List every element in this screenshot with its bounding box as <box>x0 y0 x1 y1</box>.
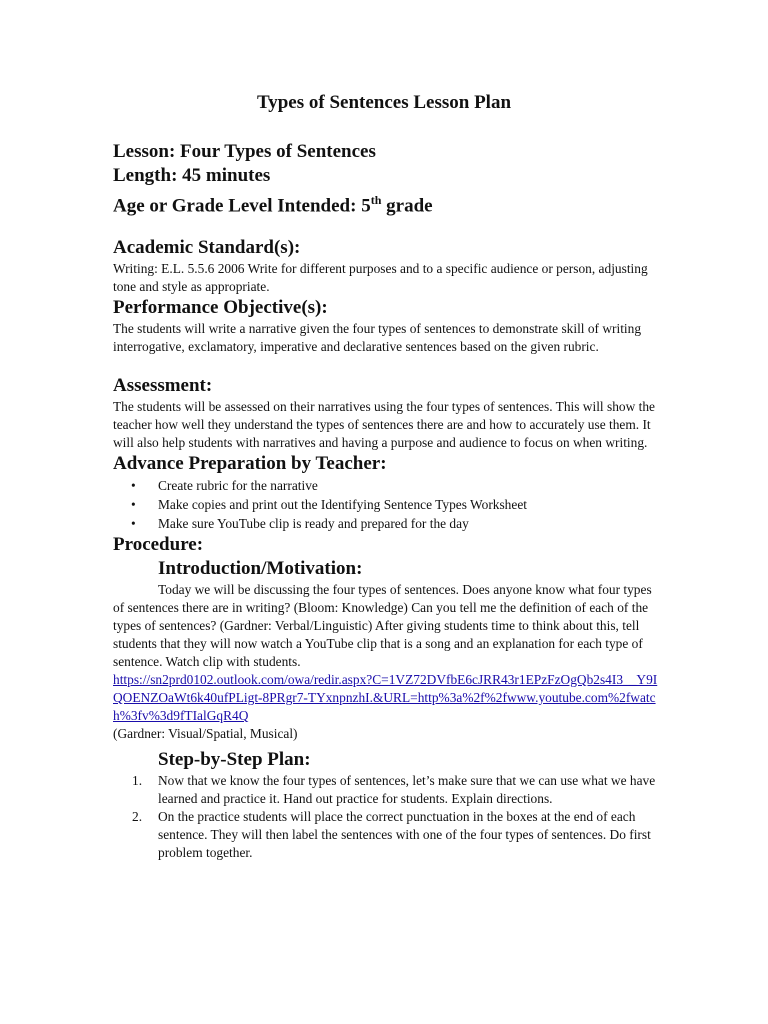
youtube-link[interactable]: https://sn2prd0102.outlook.com/owa/redir.aspx?C=1VZ72DVfbE6cJRR43r1EPzFzOgQb2s4I3__Y9IQOENZOaWt6k40ufPLigt-8PRgr7-TYxnpnzhI.&URL=http%3a%2f%2fwww.youtube.com%2fwatch%3fv%3d9fTIalGqR4Q <box>113 672 658 723</box>
list-item <box>131 495 658 514</box>
grade-level <box>113 188 433 218</box>
introduction-heading: Introduction/Motivation: <box>158 558 363 579</box>
grade-suffix: grade <box>381 195 433 217</box>
lesson-name: Lesson: Four Types of Sentences <box>113 141 376 162</box>
step-by-step-heading: Step-by-Step Plan: <box>158 749 311 770</box>
assessment-heading: Assessment: <box>113 375 213 396</box>
bullet-icon: • <box>131 478 136 493</box>
list-item <box>131 476 658 495</box>
step-number: 2. <box>132 809 143 824</box>
lesson-meta <box>113 140 433 218</box>
step-text: On the practice students will place the correct punctuation in the boxes at the end of each sentence. They will then label the sentences with one of the four types of sentences. Do first problem together. <box>158 809 651 860</box>
assessment-text: The students will be assessed on their narratives using the four types of sentences. This will show the teacher how well they understand the types of sentences there are and how to accurately use them. It will also help students with narratives and having a purpose and audience to focus on when writing. <box>113 399 655 450</box>
document-body <box>113 236 658 862</box>
list-item <box>131 514 658 533</box>
step-list <box>113 772 658 862</box>
advance-preparation-list <box>113 476 658 533</box>
procedure-heading: Procedure: <box>113 534 204 555</box>
gardner-note: (Gardner: Visual/Spatial, Musical) <box>113 726 298 741</box>
lesson-length: Length: 45 minutes <box>113 165 271 186</box>
list-item-text: Make sure YouTube clip is ready and prepared for the day <box>158 516 469 531</box>
step-number: 1. <box>132 773 143 788</box>
step-text: Now that we know the four types of sentences, let’s make sure that we can use what we have learned and practice it. Hand out practice for students. Explain directions. <box>158 773 656 806</box>
grade-prefix: Age or Grade Level Intended: 5 <box>113 195 371 217</box>
list-item-text: Make copies and print out the Identifying Sentence Types Worksheet <box>158 497 527 512</box>
performance-objective-text: The students will write a narrative given the four types of sentences to demonstrate skill of writing interrogative, exclamatory, imperative and declarative sentences based on the given rubric. <box>113 321 642 354</box>
academic-standard-text: Writing: E.L. 5.5.6 2006 Write for different purposes and to a specific audience or person, adjusting tone and style as appropriate. <box>113 261 648 294</box>
document-title: Types of Sentences Lesson Plan <box>256 92 512 113</box>
grade-superscript: th <box>370 193 382 207</box>
advance-preparation-heading: Advance Preparation by Teacher: <box>113 453 387 474</box>
bullet-icon: • <box>131 516 136 531</box>
performance-objective-heading: Performance Objective(s): <box>113 297 328 318</box>
list-item-text: Create rubric for the narrative <box>158 478 318 493</box>
list-item <box>132 772 658 808</box>
introduction-text: Today we will be discussing the four types of sentences. Does anyone know what four types of sentences there are in writing? (Bloom: Knowledge) Can you tell me the definition of each of the types of sentences? (Gardner: Verbal/Linguistic) After giving students time to think about this, tell students that they will now watch a YouTube clip that is a song and an explanation for each type of sentence. Watch clip with students. <box>113 582 652 669</box>
list-item <box>132 808 658 862</box>
bullet-icon: • <box>131 497 136 512</box>
academic-standard-heading: Academic Standard(s): <box>113 237 301 258</box>
